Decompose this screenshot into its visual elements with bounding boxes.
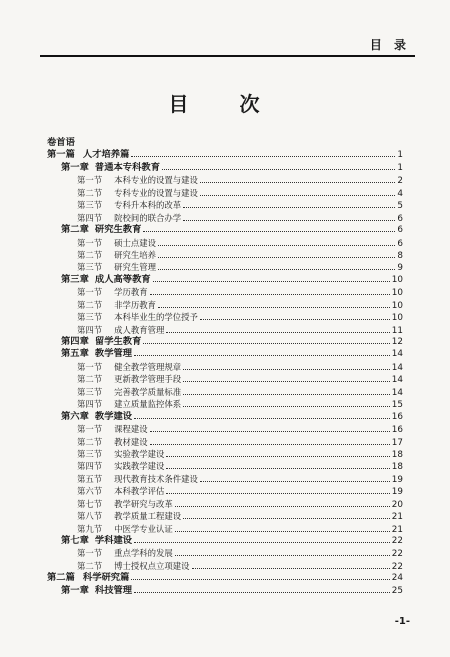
dot-leader [192,568,390,569]
dot-leader [183,220,395,221]
toc-entry-section [47,299,403,311]
toc-entry-number: 第一节 [77,287,103,298]
toc-entry-page: 14 [391,362,403,373]
toc-entry-label [77,311,198,323]
dot-leader [183,369,390,370]
toc-entry-label [47,149,129,161]
toc-entry-number: 第六章 [61,410,89,422]
toc-entry-label [77,199,181,211]
toc-entry-section [47,510,403,522]
toc-entry-page: 22 [391,549,403,560]
toc-entry-page: 19 [391,474,403,485]
toc-entry-label [77,523,173,535]
toc-entry-page: 6 [397,225,403,236]
toc-entry-section [47,286,403,298]
toc-entry-text: 博士授权点立项建设 [114,560,190,571]
dot-leader [131,579,389,580]
toc-entry-label [77,448,164,460]
toc-entry-label [77,498,173,510]
dot-leader [158,245,395,246]
toc-entry-text: 更新教学管理手段 [114,374,182,385]
toc-entry-text: 人才培养篇 [82,149,130,161]
toc-entry-text: 普通本专科教育 [94,161,160,173]
toc-entry-number: 第九节 [77,523,103,534]
toc-entry-number: 第四节 [77,324,103,335]
toc-entry-label [77,460,164,472]
toc-entry-chapter [47,336,403,348]
toc-entry-label [47,572,129,584]
toc-entry-label [77,286,148,298]
toc-entry-section [47,249,403,261]
toc-entry-number: 第一篇 [47,149,75,161]
toc-entry-chapter [47,348,403,360]
toc-entry-part [47,572,403,584]
toc-entry-section [47,373,403,385]
toc-entry-section [47,311,403,323]
dot-leader [175,506,390,507]
dot-leader [131,156,395,157]
page-number: -1- [394,616,410,627]
toc-entry-text: 院校间的联合办学 [114,212,182,223]
toc-entry-number: 第二篇 [47,572,75,584]
toc-entry-number: 第二节 [77,249,103,260]
toc-entry-page: 22 [391,561,403,572]
toc-entry-number: 第一节 [77,175,103,186]
toc-entry-label [77,187,198,199]
toc-entry-chapter [47,224,403,236]
dot-leader [162,169,395,170]
toc-entry-number: 第三节 [77,262,103,273]
toc-entry-label [77,174,198,186]
toc-entry-label [77,510,181,522]
toc-entry-number: 第二节 [77,374,103,385]
toc-entry-label [61,411,132,423]
toc-entry-text: 专科升本科的改革 [114,200,182,211]
toc-entry-label [77,436,148,448]
toc-entry-label [61,348,132,360]
toc-entry-section [47,174,403,186]
toc-entry-page: 10 [391,288,403,299]
toc-entry-number: 第一节 [77,361,103,372]
toc-entry-text: 成人教育管理 [114,324,165,335]
toc-entry-number: 第二节 [77,299,103,310]
running-header: 目 录 [369,38,410,52]
toc-entry-section [47,473,403,485]
dot-leader [200,319,390,320]
toc-entry-text: 本科教学评估 [114,486,165,497]
toc-entry-text: 学科建设 [94,535,133,546]
dot-leader [158,307,390,308]
toc-entry-text: 建立质量监控体系 [114,399,182,410]
toc-entry-text: 实践教学建设 [114,461,165,472]
toc-entry-text: 中医学专业认证 [114,523,173,534]
toc-entry-label [77,560,190,572]
toc-entry-label [77,398,181,410]
toc-entry-number: 第一节 [77,237,103,248]
toc-entry-section [47,523,403,535]
dot-leader [200,182,396,183]
toc-entry-number: 第五节 [77,473,103,484]
toc-entry-text: 非学历教育 [114,299,156,310]
toc-entry-number: 第三节 [77,200,103,211]
toc-entry-label [77,485,164,497]
toc-entry-text: 本科专业的设置与建设 [114,175,198,186]
toc-entry-text: 教材建设 [114,436,148,447]
toc-entry-page: 16 [391,411,403,422]
dot-leader [183,381,390,382]
dot-leader [143,231,395,232]
toc-entry-section [47,237,403,249]
toc-entry-section [47,261,403,273]
toc-entry-label [61,162,160,174]
toc-entry-number: 第二节 [77,187,103,198]
toc-entry-page: 11 [391,325,403,336]
toc-entry-number: 第一章 [61,161,89,173]
toc-entry-page: 18 [391,462,403,473]
toc-entry-label [77,249,156,261]
toc-entry-text: 本科毕业生的学位授予 [114,312,198,323]
toc-entry-chapter [47,162,403,174]
toc-entry-label [47,137,75,149]
toc-entry-number: 第六节 [77,486,103,497]
toc-entry-page: 10 [391,274,403,285]
toc-entry-page: 18 [391,449,403,460]
toc-entry-section [47,386,403,398]
toc-entry-text: 专科专业的设置与建设 [114,187,198,198]
toc-entry-label [77,324,164,336]
toc-entry-page: 21 [391,512,403,523]
toc-entry-page: 14 [391,387,403,398]
toc-entry-text: 科技管理 [94,584,133,596]
toc-entry-text: 教学质量工程建设 [114,511,182,522]
toc-entry-section [47,485,403,497]
toc-entry-section [47,324,403,336]
toc-entry-number: 第一章 [61,584,89,596]
toc-entry-part [47,149,403,161]
dot-leader [150,431,390,432]
toc-entry-page: 4 [397,188,403,199]
toc-entry-text: 现代教育技术条件建设 [114,473,198,484]
toc-entry-head [47,137,403,149]
toc-entry-page: 20 [391,499,403,510]
toc-entry-page: 19 [391,487,403,498]
dot-leader [200,195,396,196]
dot-leader [166,332,389,333]
toc-entry-number: 第一节 [77,424,103,435]
dot-leader [158,257,395,258]
toc-entry-label [77,237,156,249]
toc-entry-page: 8 [397,250,403,261]
toc-entry-number: 第七章 [61,535,89,546]
toc-entry-text: 研究生教育 [94,224,142,236]
toc-entry-number: 第七节 [77,498,103,509]
toc-entry-page: 10 [391,300,403,311]
dot-leader [166,468,389,469]
dot-leader [150,294,390,295]
toc-entry-section [47,448,403,460]
toc-entry-text: 留学生教育 [94,336,142,347]
toc-entry-page: 1 [397,162,403,173]
toc-entry-number: 第一节 [77,548,103,559]
toc-entry-page: 1 [397,150,403,161]
toc-entry-page: 22 [391,536,403,546]
toc-entry-number: 第四节 [77,212,103,223]
toc-entry-page: 14 [391,349,403,360]
toc-entry-section [47,361,403,373]
toc-entry-page: 12 [391,337,403,347]
dot-leader [183,406,390,407]
dot-leader [166,456,389,457]
toc-entry-text: 实验教学建设 [114,448,165,459]
toc-entry-number: 第五章 [61,348,89,360]
toc-entry-page: 14 [391,375,403,386]
dot-leader [200,481,390,482]
toc-entry-label [77,361,181,373]
toc-entry-chapter [47,411,403,423]
toc-entry-page: 15 [391,400,403,411]
toc-entry-page: 16 [391,425,403,436]
toc-entry-label [77,212,181,224]
toc-entry-section [47,460,403,472]
toc-entry-label [61,585,132,597]
toc-entry-text: 研究生管理 [114,262,156,273]
dot-leader [134,418,390,419]
dot-leader [183,394,390,395]
toc-entry-number: 第八节 [77,511,103,522]
toc-entry-section [47,547,403,559]
toc-entry-chapter [47,274,403,286]
toc-entry-section [47,199,403,211]
toc-entry-section [47,436,403,448]
toc-entry-page: 24 [391,573,403,584]
toc-entry-label [77,386,181,398]
toc-entry-text: 学历教育 [114,287,148,298]
dot-leader [166,493,389,494]
toc-entry-text: 教学管理 [94,348,133,360]
dot-leader [158,269,395,270]
toc-entry-page: 6 [397,213,403,224]
toc-entry-text: 课程建设 [114,424,148,435]
toc-entry-number: 第四节 [77,461,103,472]
dot-leader [153,281,390,282]
toc-entry-section [47,423,403,435]
toc-entry-text: 科学研究篇 [82,572,130,584]
page-title: 目 次 [168,92,282,116]
toc-entry-label [77,423,148,435]
toc-entry-label [61,224,141,236]
toc-entry-text: 健全教学管理规章 [114,361,182,372]
toc-entry-page: 2 [397,176,403,187]
toc-entry-text: 教学研究与改革 [114,498,173,509]
toc-entry-section [47,560,403,572]
toc-entry-section [47,212,403,224]
toc-entry-number: 第四章 [61,336,89,347]
dot-leader [150,444,390,445]
toc-entry-label [61,274,151,286]
toc-entry-page: 21 [391,524,403,535]
toc-entry-page: 10 [391,313,403,324]
toc-entry-page: 6 [397,238,403,249]
toc-entry-text: 成人高等教育 [94,273,151,285]
dot-leader [134,542,390,543]
toc-entry-label [61,535,132,547]
toc-entry-section [47,187,403,199]
toc-entry-label [77,299,156,311]
toc-entry-text: 卷首语 [47,137,75,148]
toc-entry-number: 第四节 [77,399,103,410]
toc-entry-section [47,498,403,510]
table-of-contents [47,137,403,597]
toc-entry-text: 硕士点建设 [114,237,156,248]
toc-entry-number: 第二节 [77,560,103,571]
toc-entry-number: 第三节 [77,312,103,323]
dot-leader [183,518,390,519]
dot-leader [134,355,390,356]
toc-entry-text: 重点学科的发展 [114,548,173,559]
toc-entry-chapter [47,535,403,547]
toc-entry-number: 第二节 [77,436,103,447]
toc-entry-label [61,336,141,348]
toc-entry-label [77,261,156,273]
dot-leader [143,343,389,344]
toc-entry-text: 教学建设 [94,410,133,422]
toc-entry-page: 9 [397,263,403,274]
dot-leader [183,207,395,208]
dot-leader [134,592,390,593]
toc-entry-text: 研究生培养 [114,249,156,260]
dot-leader [175,531,390,532]
toc-entry-chapter [47,585,403,597]
toc-entry-label [77,373,181,385]
toc-entry-label [77,473,198,485]
toc-entry-page: 25 [391,585,403,596]
header-rule [40,55,415,57]
toc-entry-number: 第二章 [61,224,89,236]
toc-entry-page: 5 [397,201,403,212]
toc-entry-number: 第三节 [77,386,103,397]
toc-entry-text: 完善教学质量标准 [114,386,182,397]
toc-entry-label [77,547,173,559]
toc-entry-section [47,398,403,410]
toc-entry-number: 第三章 [61,273,89,285]
toc-entry-page: 17 [391,437,403,448]
toc-entry-number: 第三节 [77,448,103,459]
dot-leader [175,555,390,556]
